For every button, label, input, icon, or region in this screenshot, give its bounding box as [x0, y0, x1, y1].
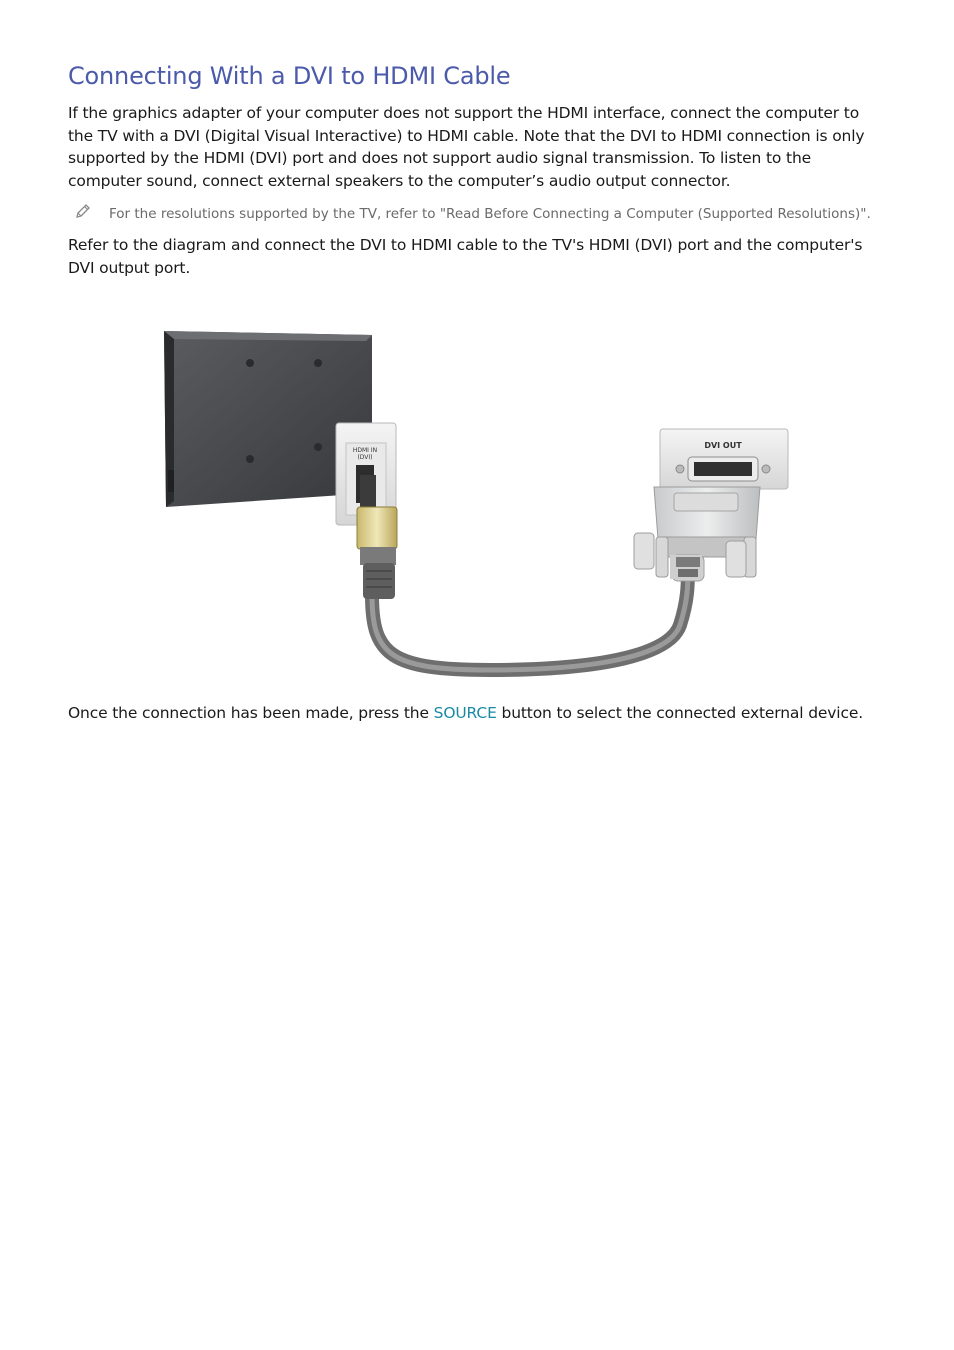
instruction-paragraph: Refer to the diagram and connect the DVI to HDMI cable to the TV's HDMI (DVI) port and the computer's DVI output port. [68, 236, 863, 277]
source-button-name: SOURCE [433, 704, 497, 722]
closing-text-before: Once the connection has been made, press the [68, 704, 434, 722]
note-text: For the resolutions supported by the TV, refer to "Read Before Connecting a Computer (Supported Resolutions)". [109, 206, 871, 222]
hdmi-port-label: HDMI IN [352, 447, 378, 454]
pencil-icon [74, 202, 92, 220]
dvi-plug [634, 487, 760, 581]
note [68, 204, 888, 224]
page-content [68, 62, 888, 279]
closing-text-after: button to select the connected external device. [496, 704, 863, 722]
page-title: Connecting With a DVI to HDMI Cable [68, 62, 511, 90]
dvi-out-plate [660, 429, 788, 489]
hdmi-port-sublabel: (DVI) [357, 454, 373, 461]
intro-paragraph: If the graphics adapter of your computer does not support the HDMI interface, connect the computer to the TV with a DVI (Digital Visual Interactive) to HDMI cable. Note that the DVI to HDMI connection is only supported by the HDMI (DVI) port and does not support audio signal transmission. To listen to the computer sound, connect external speakers to the computer’s audio output connector. [68, 104, 865, 190]
connection-diagram [160, 325, 800, 685]
closing-paragraph [68, 702, 888, 725]
dvi-port-label: DVI OUT [704, 441, 742, 450]
